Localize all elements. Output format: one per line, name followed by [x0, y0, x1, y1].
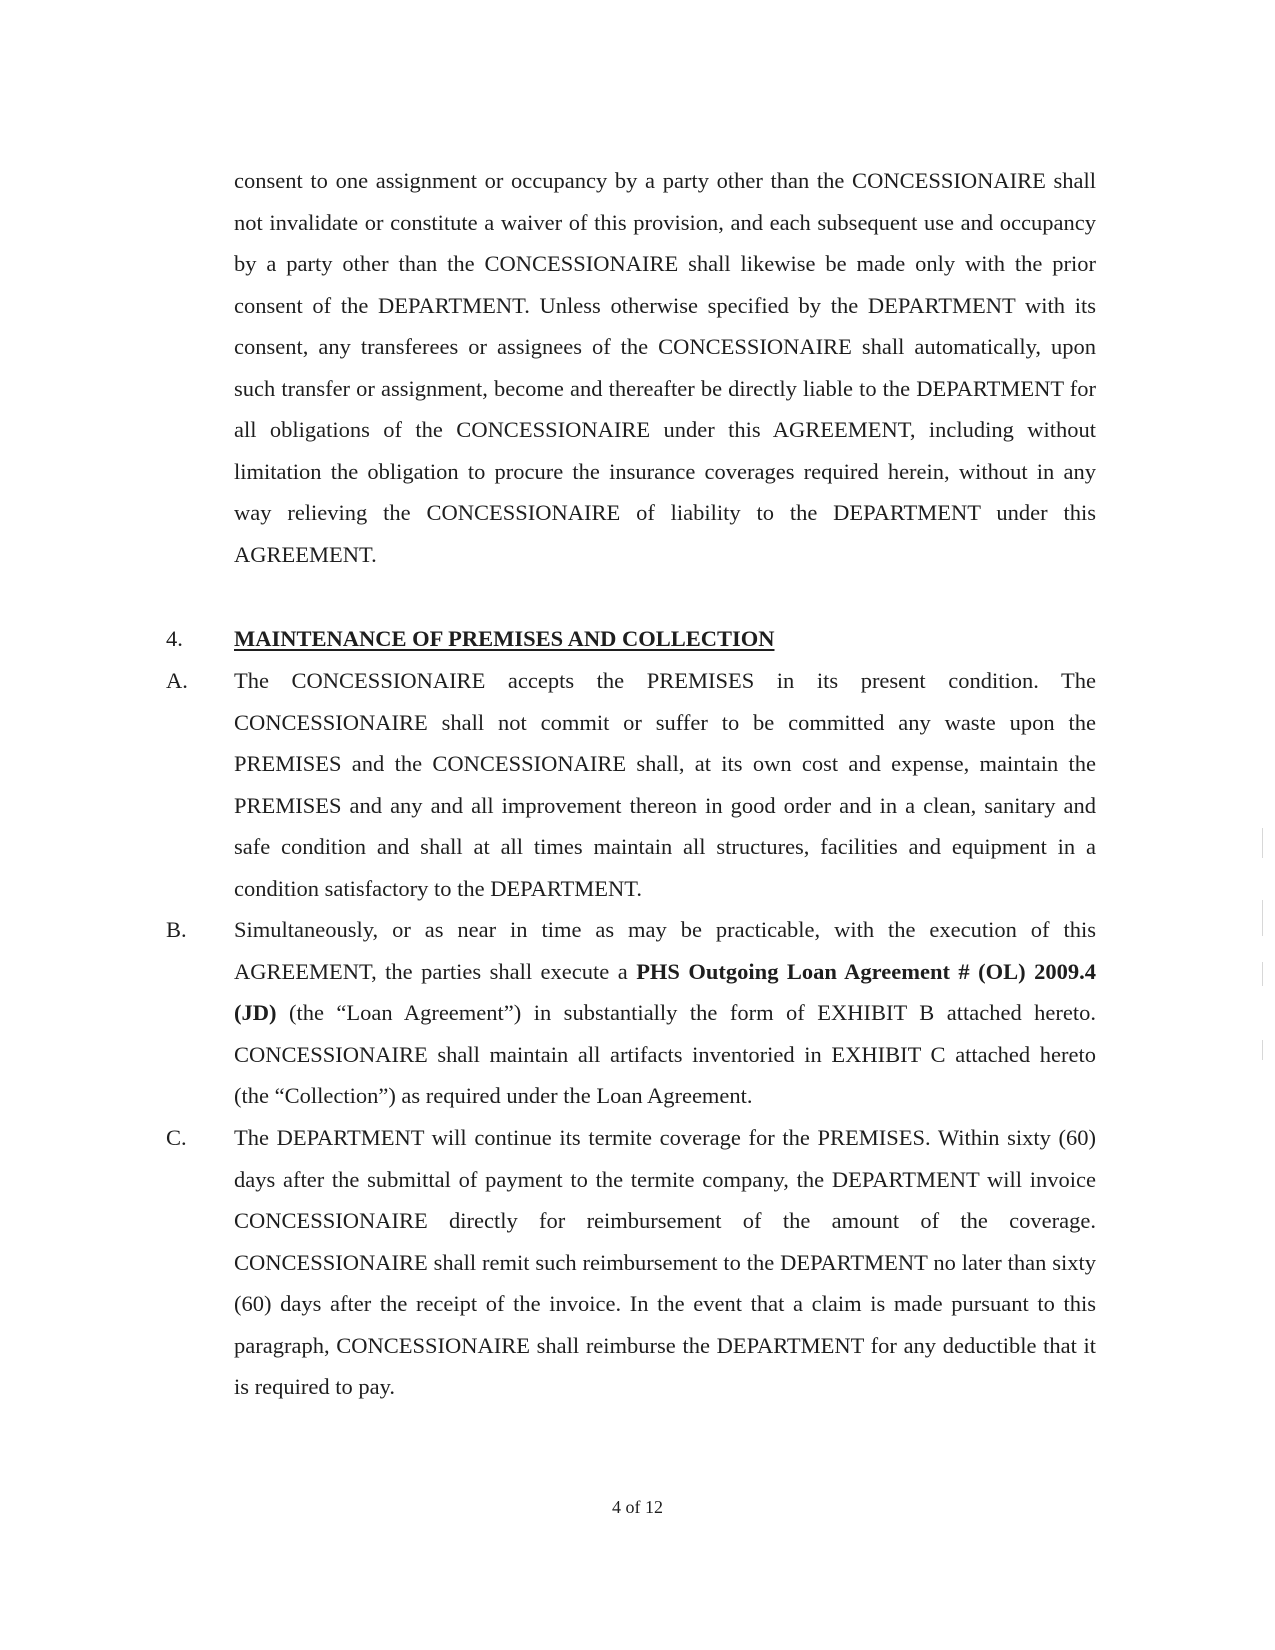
item-text-b — [234, 909, 1096, 1117]
page-number: 4 of 12 — [612, 1497, 663, 1517]
scan-margin-mark — [1262, 1040, 1263, 1060]
item-text-c: The DEPARTMENT will continue its termite coverage for the PREMISES. Within sixty (60) days after the submittal of payment to the termite company, the DEPARTMENT will invoice CONCESSIONAIRE directly for reimbursement of the amount of the coverage. CONCESSIONAIRE shall remit such reimbursement to the DEPARTMENT no later than sixty (60) days after the receipt of the invoice. In the event that a claim is made pursuant to this paragraph, CONCESSIONAIRE shall reimburse the DEPARTMENT for any deductible that it is required to pay. — [234, 1125, 1096, 1399]
item-text-b-before: Simultaneously, or as near in time as may be practicable, with the execution of this AGREEMENT, the parties shall execute a — [234, 917, 1096, 984]
scan-margin-mark — [1262, 900, 1263, 936]
item-label-c: C. — [166, 1125, 187, 1150]
intro-paragraph: consent to one assignment or occupancy by a party other than the CONCESSIONAIRE shall not invalidate or constitute a waiver of this provision, and each subsequent use and occupancy by a party other than the CONCESSIONAIRE shall likewise be made only with the prior consent of the DEPARTMENT. Unless otherwise specified by the DEPARTMENT with its consent, any transferees or assignees of the CONCESSIONAIRE shall automatically, upon such transfer or assignment, become and thereafter be directly liable to the DEPARTMENT for all obligations of the CONCESSIONAIRE under this AGREEMENT, including without limitation the obligation to procure the insurance coverages required herein, without in any way relieving the CONCESSIONAIRE of liability to the DEPARTMENT under this AGREEMENT. — [234, 168, 1096, 567]
item-label-b: B. — [166, 917, 187, 942]
scan-margin-mark — [1262, 828, 1263, 858]
item-text-a: The CONCESSIONAIRE accepts the PREMISES in its present condition. The CONCESSIONAIRE shall not commit or suffer to be committed any waste upon the PREMISES and the CONCESSIONAIRE shall, at its own cost and expense, maintain the PREMISES and any and all improvement thereon in good order and in a clean, sanitary and safe condition and shall at all times maintain all structures, facilities and equipment in a condition satisfactory to the DEPARTMENT. — [234, 668, 1096, 901]
section-title: MAINTENANCE OF PREMISES AND COLLECTION — [234, 626, 775, 651]
item-label-a: A. — [166, 668, 188, 693]
section-number: 4. — [166, 626, 183, 651]
loan-agreement-reference: PHS Outgoing Loan Agreement # (OL) 2009.4 (JD) — [234, 958, 1096, 1025]
scan-margin-mark — [1262, 962, 1263, 986]
item-text-b-after: (the “Loan Agreement”) in substantially the form of EXHIBIT B attached hereto. CONCESSIONAIRE shall maintain all artifacts inventoried in EXHIBIT C attached hereto (the “Collection”) as required under the Loan Agreement. — [234, 1000, 1096, 1108]
